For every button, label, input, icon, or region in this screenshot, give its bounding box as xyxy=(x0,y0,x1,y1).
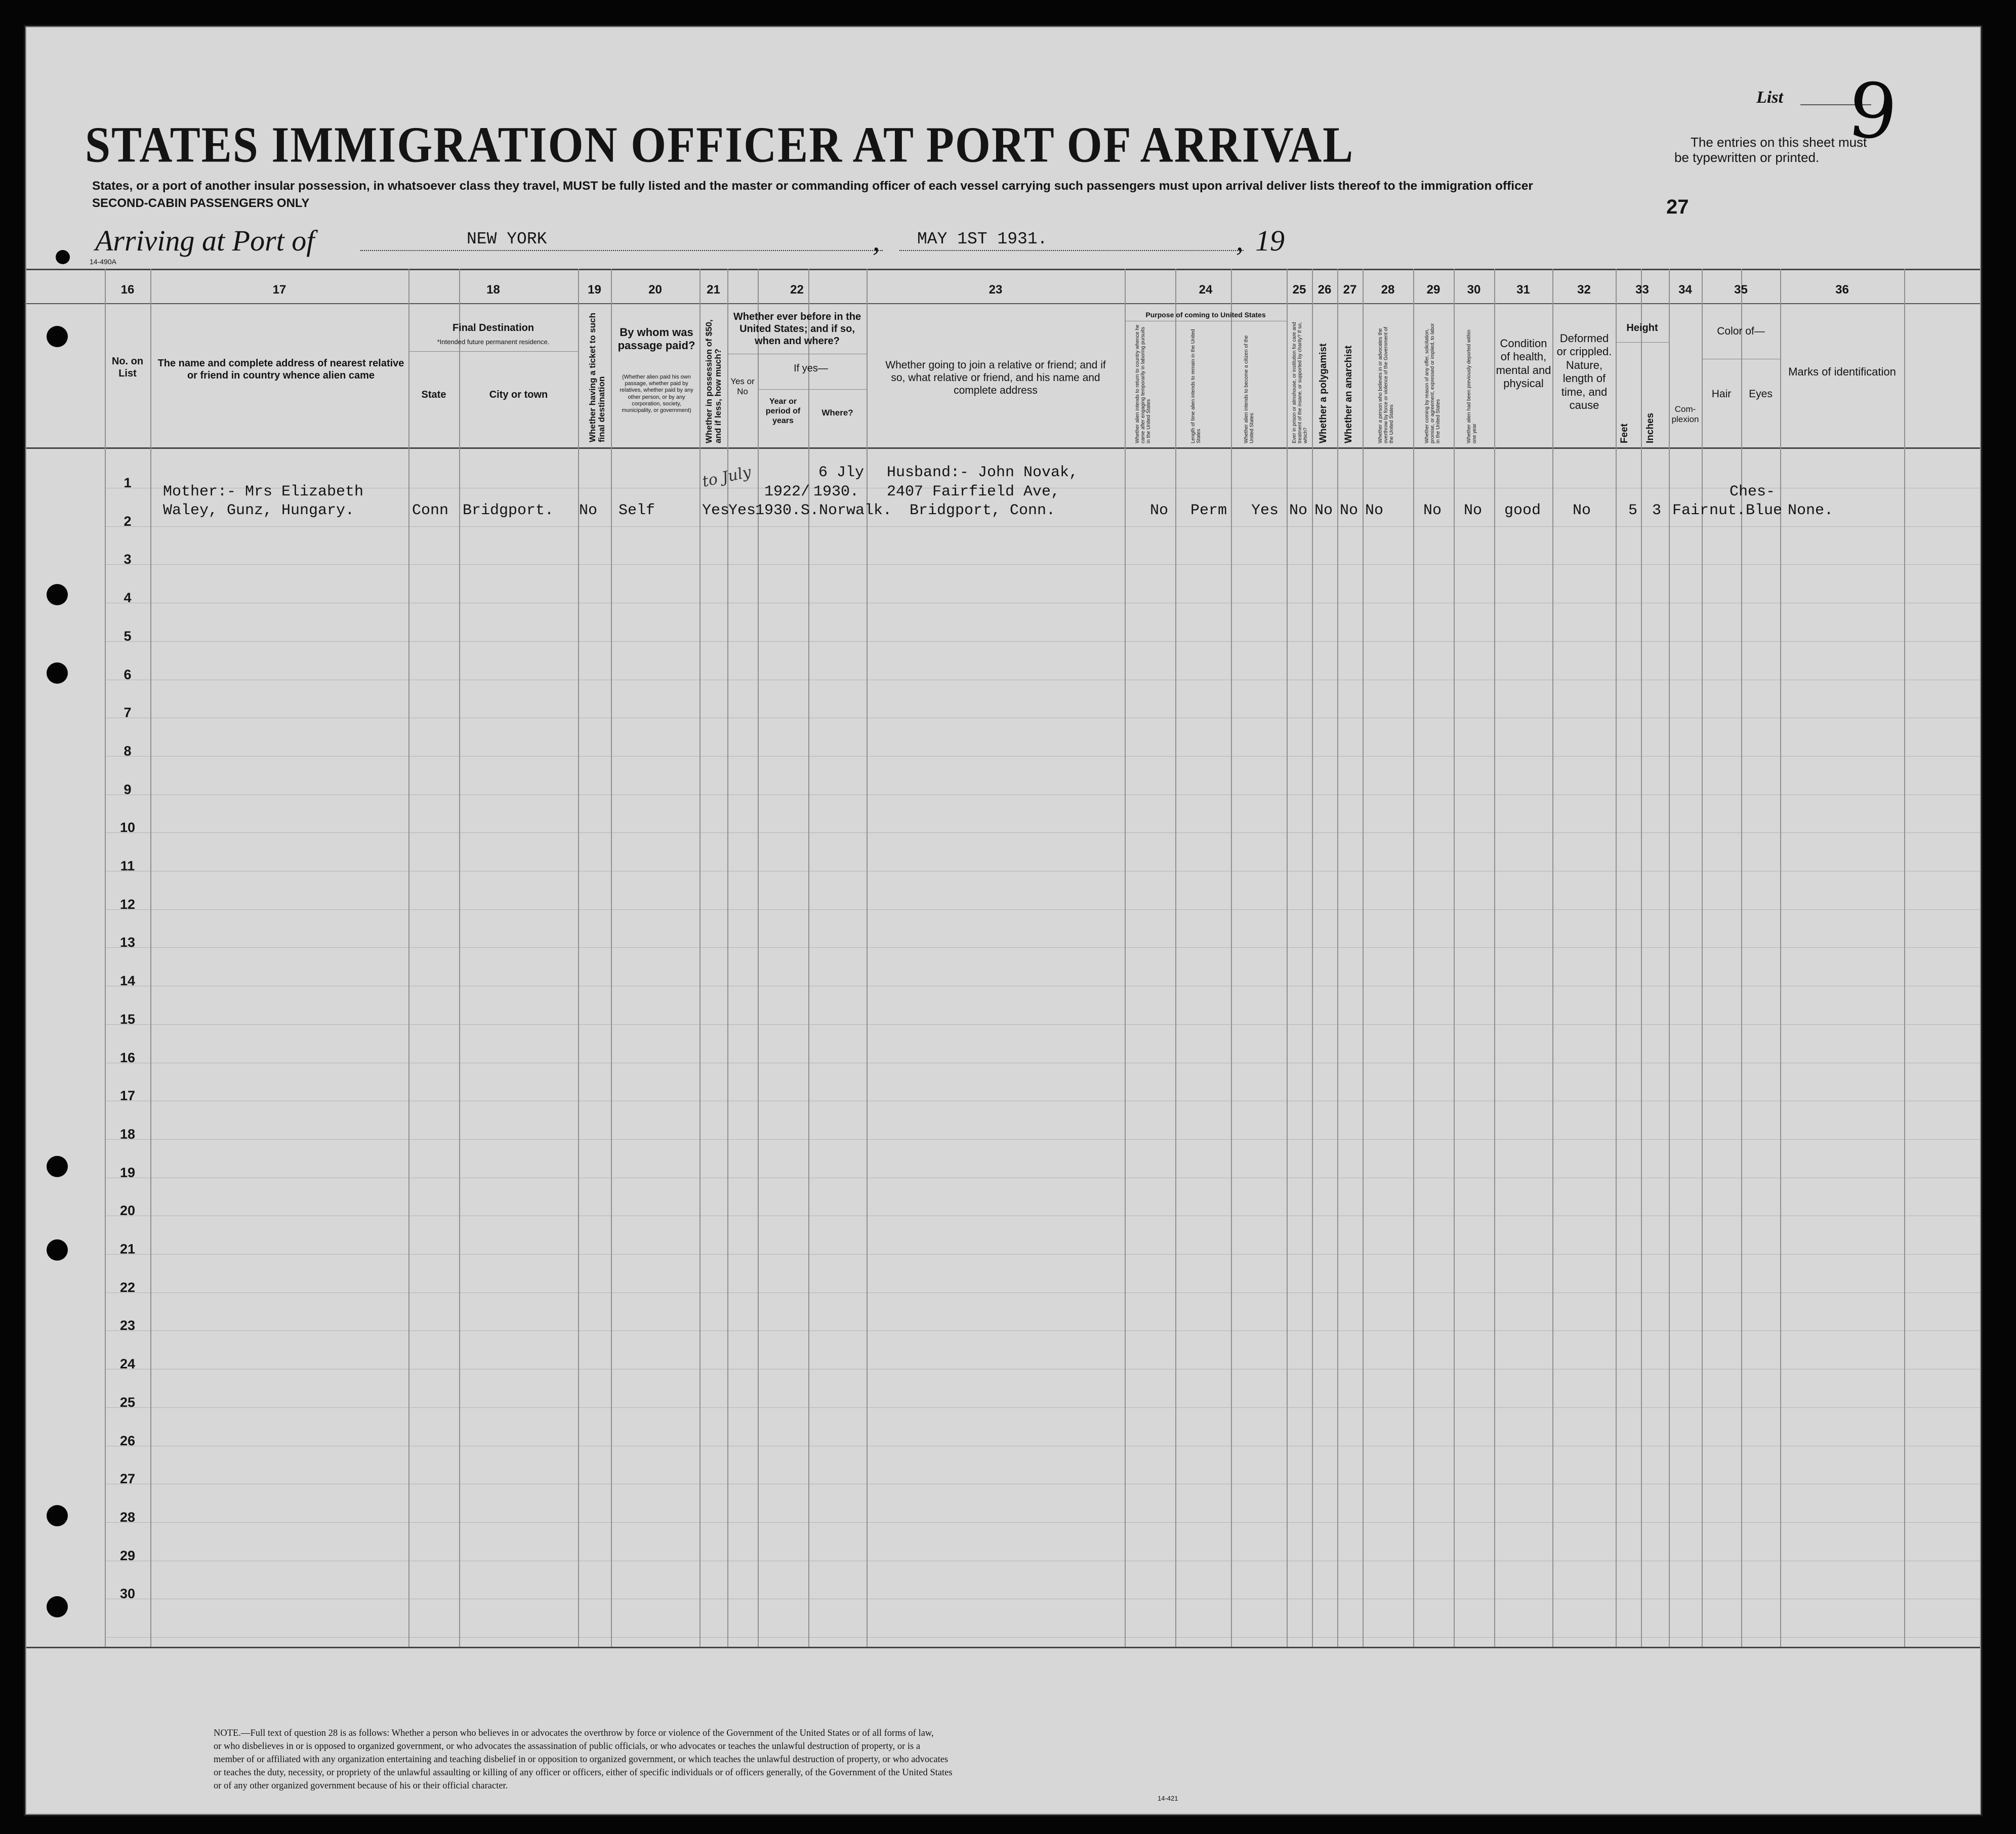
footer-form-code: 14-421 xyxy=(1158,1795,1178,1802)
row-number: 10 xyxy=(119,820,136,836)
column-number: 35 xyxy=(1734,283,1748,297)
passenger-class-label: SECOND-CABIN PASSENGERS ONLY xyxy=(92,196,310,210)
row-number: 26 xyxy=(119,1433,136,1448)
anarchist-value: No xyxy=(1340,502,1359,519)
header-q28 xyxy=(1378,322,1394,443)
header-by-whom-note: (Whether alien paid his own passage, whether paid by relatives, whether paid by any other person, or by any corporation, society, municipality, or government) xyxy=(620,374,693,413)
column-line xyxy=(1337,269,1338,1647)
header-by-whom: By whom was passage paid? xyxy=(618,326,695,352)
header-q30-text: Whether alien had been previously deported within one year xyxy=(1466,329,1477,443)
binder-hole xyxy=(47,584,68,605)
comma-separator: , xyxy=(873,224,880,257)
before-year-value: 1922/ xyxy=(764,483,810,501)
relative-name: Mother:- Mrs Elizabeth xyxy=(163,483,364,501)
header-anarchist: Whether an anarchist xyxy=(1343,345,1354,443)
binder-hole xyxy=(47,1505,68,1526)
destination-state: Conn xyxy=(412,502,449,519)
header-relative: The name and complete address of nearest relative or friend in country whence alien came xyxy=(157,358,404,381)
year-prefix: 19 xyxy=(1255,224,1285,257)
header-polygamist: Whether a polygamist xyxy=(1318,343,1329,443)
header-joining: Whether going to join a relative or friend; and if so, what relative or friend, and his name and complete address xyxy=(885,359,1106,397)
row-number: 25 xyxy=(119,1394,136,1410)
row-number: 22 xyxy=(119,1279,136,1295)
joining-relative: Husband:- John Novak, xyxy=(887,464,1079,481)
table-bottom-border xyxy=(26,1647,1980,1648)
column-line xyxy=(1312,269,1313,1647)
row-number: 5 xyxy=(124,628,132,644)
column-number: 33 xyxy=(1635,283,1649,297)
q28-value: No xyxy=(1365,502,1384,519)
comma-separator: , xyxy=(1236,224,1244,257)
column-number: 18 xyxy=(486,283,500,297)
joining-address-street: 2407 Fairfield Ave, xyxy=(887,483,1060,501)
binder-hole xyxy=(47,662,68,684)
ruled-line xyxy=(105,641,1980,642)
header-q28-text: Whether a person who believes in or advocates the overthrow by force or violence of the Government of the United States xyxy=(1378,326,1394,443)
prison-value: No xyxy=(1289,502,1308,519)
column-line xyxy=(758,269,759,1647)
footer-note-line4: or teaches the duty, necessity, or propriety of the unlawful assaulting or killing of any officer or officers, either of specific individuals or of officers generally, of the Government of the United States xyxy=(214,1768,953,1778)
header-purpose-citizen xyxy=(1244,322,1255,443)
column-number: 26 xyxy=(1318,283,1332,297)
column-number-divider xyxy=(26,303,1980,304)
destination-city: Bridgport. xyxy=(463,502,554,519)
column-number: 21 xyxy=(707,283,720,297)
header-bottom-border xyxy=(26,447,1980,449)
inches-value: 3 xyxy=(1652,502,1662,519)
polygamist-value: No xyxy=(1314,502,1333,519)
row-number: 6 xyxy=(124,666,132,682)
binder-hole xyxy=(56,250,70,264)
row-number: 11 xyxy=(120,858,135,873)
sheet-number: 27 xyxy=(1666,196,1689,218)
header-ticket xyxy=(588,306,606,442)
row-number: 3 xyxy=(124,552,132,567)
column-line xyxy=(1413,269,1414,1647)
row-number: 8 xyxy=(124,743,132,759)
ruled-line xyxy=(105,756,1980,757)
paid-by-value: Self xyxy=(619,502,655,519)
table-top-border xyxy=(26,269,1980,270)
column-line xyxy=(1616,269,1617,1647)
sub-divider xyxy=(758,389,867,390)
ruled-line xyxy=(105,1637,1980,1638)
header-q29-text: Whether coming by reason of any offer, solicitation, promise, or agreement, expressed or implied, to labor in the United States xyxy=(1424,323,1441,443)
sub-divider xyxy=(1616,342,1669,343)
ruled-line xyxy=(105,1254,1980,1255)
column-line xyxy=(459,269,460,1647)
row-number: 27 xyxy=(119,1471,136,1487)
header-city: City or town xyxy=(489,389,548,400)
ticket-value: No xyxy=(579,502,598,519)
header-height: Height xyxy=(1626,322,1658,334)
form-title: STATES IMMIGRATION OFFICER AT PORT OF ARRIVAL xyxy=(85,117,1354,174)
column-line xyxy=(1231,269,1232,1647)
binder-hole xyxy=(47,1156,68,1177)
footer-note-line3: member of or affiliated with any organization entertaining and teaching disbelief in or opposition to organized government, or which teaches the unlawful destruction of property, or who advocates xyxy=(214,1755,949,1765)
ruled-line xyxy=(105,832,1980,833)
column-line xyxy=(1363,269,1364,1647)
row-number: 9 xyxy=(124,781,132,797)
header-deformed: Deformed or crippled. Nature, length of time, and cause xyxy=(1556,332,1612,411)
column-number: 28 xyxy=(1381,283,1395,297)
before-where-year: 1930. xyxy=(813,483,859,501)
column-number: 19 xyxy=(588,283,601,297)
row-number: 12 xyxy=(119,896,136,912)
before-year-value-2: 1930. xyxy=(755,502,801,519)
hair-value: Ches- xyxy=(1730,483,1776,501)
row-number: 13 xyxy=(119,935,136,950)
column-line xyxy=(408,269,409,1647)
money-value: Yes xyxy=(702,502,730,519)
purpose-citizen-value: Yes xyxy=(1251,502,1279,519)
ruled-line xyxy=(105,1330,1980,1331)
row-number: 15 xyxy=(119,1011,136,1027)
list-label: List xyxy=(1756,88,1783,107)
health-value: good xyxy=(1504,502,1541,519)
port-underline xyxy=(360,250,883,251)
column-line xyxy=(1125,269,1126,1647)
complexion-value: Fair xyxy=(1672,502,1709,519)
list-number-handwritten: 9 xyxy=(1844,65,1902,158)
q30-value: No xyxy=(1464,502,1483,519)
header-before-us: Whether ever before in the United States; and if so, when and where? xyxy=(733,311,861,347)
row-number: 30 xyxy=(119,1586,136,1602)
row-number: 16 xyxy=(119,1050,136,1065)
header-money xyxy=(705,304,723,443)
port-value: NEW YORK xyxy=(467,230,547,248)
before-where-place: S.Norwalk. xyxy=(801,502,892,519)
column-line xyxy=(1702,269,1703,1647)
header-yes-or-no: Yes or No xyxy=(730,377,755,397)
column-line xyxy=(1454,269,1455,1647)
column-line xyxy=(1780,269,1781,1647)
column-line xyxy=(1287,269,1288,1647)
column-line xyxy=(808,269,809,1647)
header-purpose: Purpose of coming to United States xyxy=(1145,311,1266,319)
header-q29 xyxy=(1424,322,1441,443)
header-no-on-list: No. on List xyxy=(111,356,144,379)
column-line xyxy=(700,269,701,1647)
header-condition: Condition of health, mental and physical xyxy=(1496,337,1551,390)
ruled-line xyxy=(105,947,1980,948)
deformed-value: No xyxy=(1573,502,1591,519)
footer-note-line1: NOTE.—Full text of question 28 is as follows: Whether a person who believes in or advocates the overthrow by force or violence of the Government of the United States or of all forms of law, xyxy=(214,1728,934,1738)
column-line xyxy=(1641,269,1642,1647)
row-number: 18 xyxy=(119,1126,136,1142)
header-prison xyxy=(1292,322,1308,443)
joining-address-city: Bridgport, Conn. xyxy=(910,502,1056,519)
relative-address: Waley, Gunz, Hungary. xyxy=(163,502,355,519)
row-number: 19 xyxy=(119,1164,136,1180)
before-where-date: 6 Jly xyxy=(818,464,865,481)
header-purpose-return xyxy=(1135,322,1151,443)
feet-value: 5 xyxy=(1628,502,1638,519)
column-number: 36 xyxy=(1835,283,1849,297)
column-line xyxy=(1552,269,1553,1647)
column-number: 16 xyxy=(120,283,135,297)
column-number: 34 xyxy=(1678,283,1692,297)
header-q30 xyxy=(1466,322,1477,443)
column-line xyxy=(1175,269,1176,1647)
ruled-line xyxy=(105,526,1980,527)
header-hair: Hair xyxy=(1711,388,1732,400)
ruled-line xyxy=(105,1139,1980,1140)
header-color-of: Color of— xyxy=(1717,325,1765,337)
form-subtitle: States, or a port of another insular possession, in whatsoever class they travel, MUST be fully listed and the master or commanding officer of each vessel carrying such passengers must upon arrival deliver lists thereof to the immigration officer xyxy=(92,179,1533,193)
header-if-yes: If yes— xyxy=(794,363,828,374)
column-number: 24 xyxy=(1199,283,1213,297)
column-number: 29 xyxy=(1426,283,1441,297)
binder-hole xyxy=(47,326,68,347)
row-number: 28 xyxy=(119,1509,136,1525)
column-line xyxy=(150,269,151,1647)
manifest-sheet xyxy=(25,26,1981,1815)
header-purpose-citizen-text: Whether alien intends to become a citizen of the United States xyxy=(1244,335,1255,443)
header-purpose-length-text: Length of time alien intends to remain in the United States xyxy=(1190,329,1202,443)
column-number: 22 xyxy=(790,283,804,297)
ruled-line xyxy=(105,1024,1980,1025)
header-prison-text: Ever in prison or almshouse, or institution for care and treatment of the insane, or supported by charity? If so, which? xyxy=(1292,322,1308,443)
column-number: 30 xyxy=(1467,283,1481,297)
row-number: 17 xyxy=(119,1088,136,1104)
column-number: 23 xyxy=(989,283,1003,297)
money-handwritten-note: to July xyxy=(701,463,753,491)
column-number: 32 xyxy=(1577,283,1591,297)
sub-divider xyxy=(408,351,578,352)
row-number: 4 xyxy=(124,590,132,606)
footer-note-line5: or of any other organized government because of his or their official character. xyxy=(214,1781,508,1791)
column-number: 25 xyxy=(1292,283,1306,297)
column-number: 17 xyxy=(272,283,286,297)
column-number: 20 xyxy=(648,283,662,297)
column-line xyxy=(611,269,612,1647)
row-number: 20 xyxy=(119,1203,136,1219)
column-line xyxy=(867,269,868,1647)
column-line xyxy=(578,269,579,1647)
hair-value-2: nut. xyxy=(1709,502,1746,519)
eyes-value: Blue xyxy=(1746,502,1783,519)
row-number: 24 xyxy=(119,1356,136,1372)
header-marks: Marks of identification xyxy=(1788,365,1896,378)
header-eyes: Eyes xyxy=(1749,388,1773,400)
form-code: 14-490A xyxy=(90,258,116,266)
row-number: 29 xyxy=(119,1548,136,1563)
column-number: 31 xyxy=(1516,283,1530,297)
entries-note-line1: The entries on this sheet must xyxy=(1691,135,1867,150)
header-where: Where? xyxy=(821,408,853,418)
header-money-text: Whether in possession of $50, and if less, how much? xyxy=(704,319,723,443)
header-ticket-text: Whether having a ticket to such final destination xyxy=(588,313,606,442)
header-complexion: Com-plexion xyxy=(1671,404,1699,425)
row-number: 2 xyxy=(124,513,132,529)
purpose-length-value: Perm xyxy=(1190,502,1227,519)
ruled-line xyxy=(105,564,1980,565)
row-number: 7 xyxy=(124,705,132,721)
column-line xyxy=(1904,269,1905,1647)
binder-hole xyxy=(47,1239,68,1261)
ruled-line xyxy=(105,1522,1980,1523)
header-purpose-return-text: Whether alien intends to return to country whence he came after engaging temporarily in laboring pursuits in the United States xyxy=(1135,324,1151,443)
before-yes-value: Yes xyxy=(728,502,756,519)
column-line xyxy=(1494,269,1495,1647)
binder-hole xyxy=(47,1596,68,1617)
arrival-date: MAY 1ST 1931. xyxy=(917,230,1048,248)
column-line xyxy=(1741,269,1742,1647)
row-number: 23 xyxy=(119,1318,136,1333)
column-line xyxy=(1669,269,1670,1647)
arriving-label: Arriving at Port of xyxy=(95,224,315,257)
row-number: 1 xyxy=(124,475,132,490)
header-final-destination-note: *Intended future permanent residence. xyxy=(437,338,550,346)
q29-value: No xyxy=(1423,502,1442,519)
ruled-line xyxy=(105,909,1980,910)
footer-note-line2: or who disbelieves in or is opposed to organized government, or who advocates the assassination of public officials, or who advocates or teaches the unlawful destruction of property, or is a xyxy=(214,1741,921,1752)
header-state: State xyxy=(421,389,446,400)
purpose-return-value: No xyxy=(1150,502,1169,519)
row-number: 21 xyxy=(119,1241,136,1257)
column-number: 27 xyxy=(1343,283,1357,297)
header-feet: Feet xyxy=(1619,423,1630,443)
header-inches: Inches xyxy=(1645,412,1656,443)
marks-value: None. xyxy=(1788,502,1834,519)
header-year-period: Year or period of years xyxy=(765,397,801,426)
row-number: 14 xyxy=(119,973,136,989)
header-final-destination: Final Destination xyxy=(452,322,534,334)
entries-note-line2: be typewritten or printed. xyxy=(1674,150,1820,165)
header-purpose-length xyxy=(1190,322,1202,443)
date-underline xyxy=(899,250,1244,251)
ruled-line xyxy=(105,1407,1980,1408)
